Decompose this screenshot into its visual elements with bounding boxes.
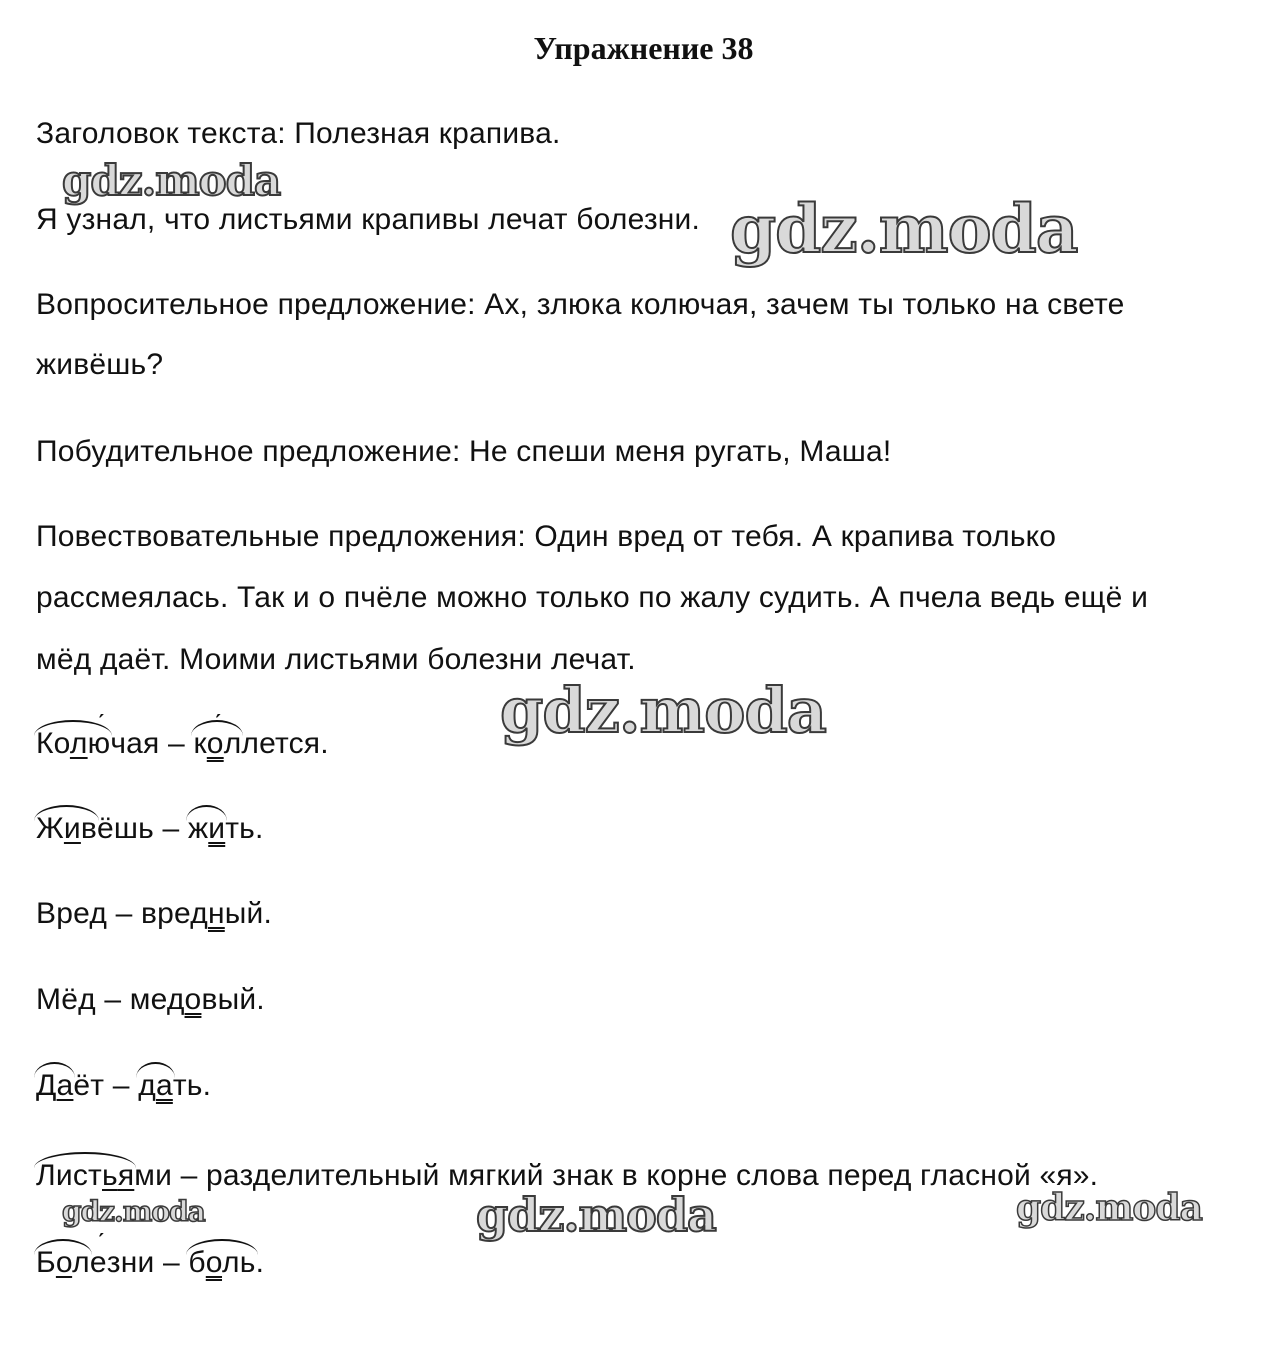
text-line-question-cont: живёшь? xyxy=(36,348,164,381)
watermark: gdz.moda xyxy=(62,156,281,205)
text-line-narrative: Повествовательные предложения: Один вред от тебя. А крапива только xyxy=(36,520,1057,553)
text-line-learned: Я узнал, что листьями крапивы лечат болезни. xyxy=(36,203,701,236)
text-line-imperative: Побудительное предложение: Не спеши меня ругать, Маша! xyxy=(36,435,892,468)
root-arc: да xyxy=(138,1069,173,1102)
root-arc: жи xyxy=(187,812,226,845)
root-arc: Да xyxy=(36,1069,74,1102)
word-pair-med: Мёд – медовый. xyxy=(36,983,265,1016)
text-line-heading: Заголовок текста: Полезная крапива. xyxy=(36,117,561,150)
word-pair-zhivesh: Живёшь – жить. xyxy=(36,812,264,845)
root-arc: Листья xyxy=(36,1159,135,1192)
text-line-question: Вопросительное предложение: Ах, злюка колючая, зачем ты только на свете xyxy=(36,288,1125,321)
root-arc: Жив xyxy=(36,812,98,845)
watermark: gdz.moda xyxy=(1016,1187,1202,1229)
root-arc: ко ˊл xyxy=(193,726,241,762)
root-arc: боль xyxy=(188,1246,256,1279)
word-pair-vred: Вред – вредный. xyxy=(36,897,273,930)
root-arc: Бол xyxy=(36,1246,90,1279)
word-pair-kolyuchaya: Колю ˊчая – ко ˊллется. xyxy=(36,726,329,762)
word-pair-bolezni: Боле ˊзни – боль. xyxy=(36,1245,264,1281)
page-title: Упражнение 38 xyxy=(533,30,754,66)
word-listyami-note: Листьями – разделительный мягкий знак в корне слова перед гласной «я». xyxy=(36,1159,1099,1192)
watermark: gdz.moda xyxy=(476,1188,716,1242)
root-arc: Колю ˊ xyxy=(36,726,110,762)
word-pair-daet: Даёт – дать. xyxy=(36,1069,212,1102)
watermark: gdz.moda xyxy=(500,674,826,747)
text-line-narrative-cont-2: мёд даёт. Моими листьями болезни лечат. xyxy=(36,643,636,676)
watermark: gdz.moda xyxy=(730,190,1078,268)
text-line-narrative-cont-1: рассмеялась. Так и о пчёле можно только по жалу судить. А пчела ведь ещё и xyxy=(36,581,1149,614)
watermark: gdz.moda xyxy=(62,1195,205,1228)
